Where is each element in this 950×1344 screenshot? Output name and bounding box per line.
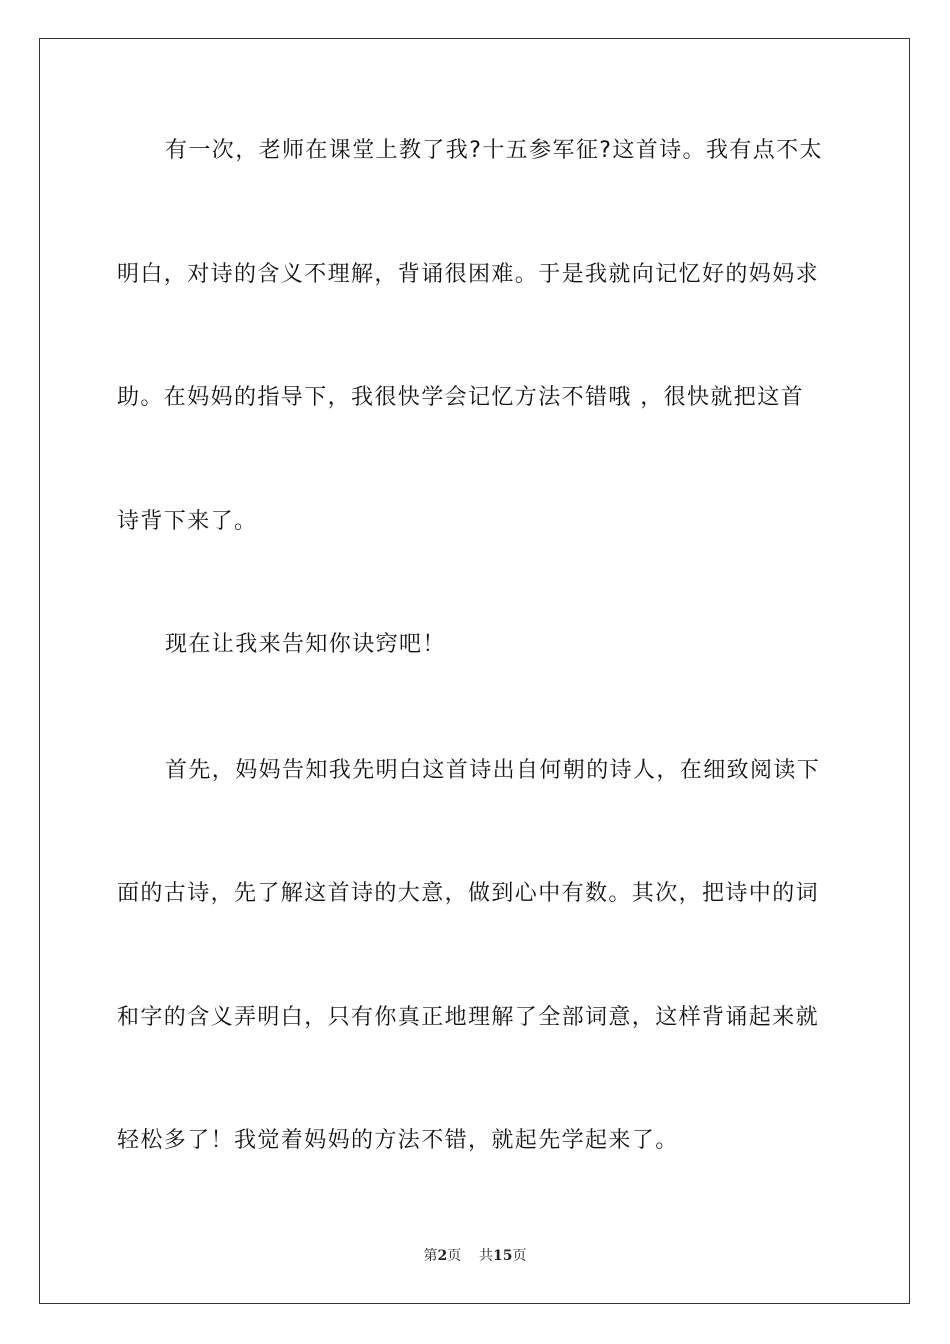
page-number: 2 bbox=[437, 1248, 448, 1264]
paragraph-1-line-3: 助。在妈妈的指导下，我很快学会记忆方法不错哦 ，很快就把这首 bbox=[117, 385, 804, 410]
paragraph-2-line-1: 现在让我来告知你诀窍吧！ bbox=[165, 632, 446, 657]
page-suffix: 页 bbox=[447, 1248, 462, 1264]
paragraph-3-line-2: 面的古诗，先了解这首诗的大意，做到心中有数。其次，把诗中的词 bbox=[117, 881, 820, 906]
total-prefix: 共 bbox=[479, 1248, 494, 1264]
total-suffix: 页 bbox=[512, 1248, 527, 1264]
paragraph-1-line-2: 明白，对诗的含义不理解，背诵很困难。于是我就向记忆好的妈妈求 bbox=[117, 262, 820, 287]
page-footer bbox=[0, 1246, 950, 1266]
page-prefix: 第 bbox=[423, 1248, 438, 1264]
paragraph-1-line-4: 诗背下来了。 bbox=[117, 509, 258, 534]
total-pages: 15 bbox=[493, 1248, 513, 1264]
paragraph-3-line-3: 和字的含义弄明白，只有你真正地理解了全部词意，这样背诵起来就 bbox=[117, 1005, 820, 1030]
paragraph-3-line-4: 轻松多了！我觉着妈妈的方法不错，就起先学起来了。 bbox=[117, 1128, 679, 1153]
page-frame bbox=[39, 38, 910, 1304]
paragraph-1-line-1: 有一次，老师在课堂上教了我?十五参军征?这首诗。我有点不太 bbox=[165, 138, 823, 163]
paragraph-3-line-1: 首先，妈妈告知我先明白这首诗出自何朝的诗人，在细致阅读下 bbox=[165, 758, 821, 783]
